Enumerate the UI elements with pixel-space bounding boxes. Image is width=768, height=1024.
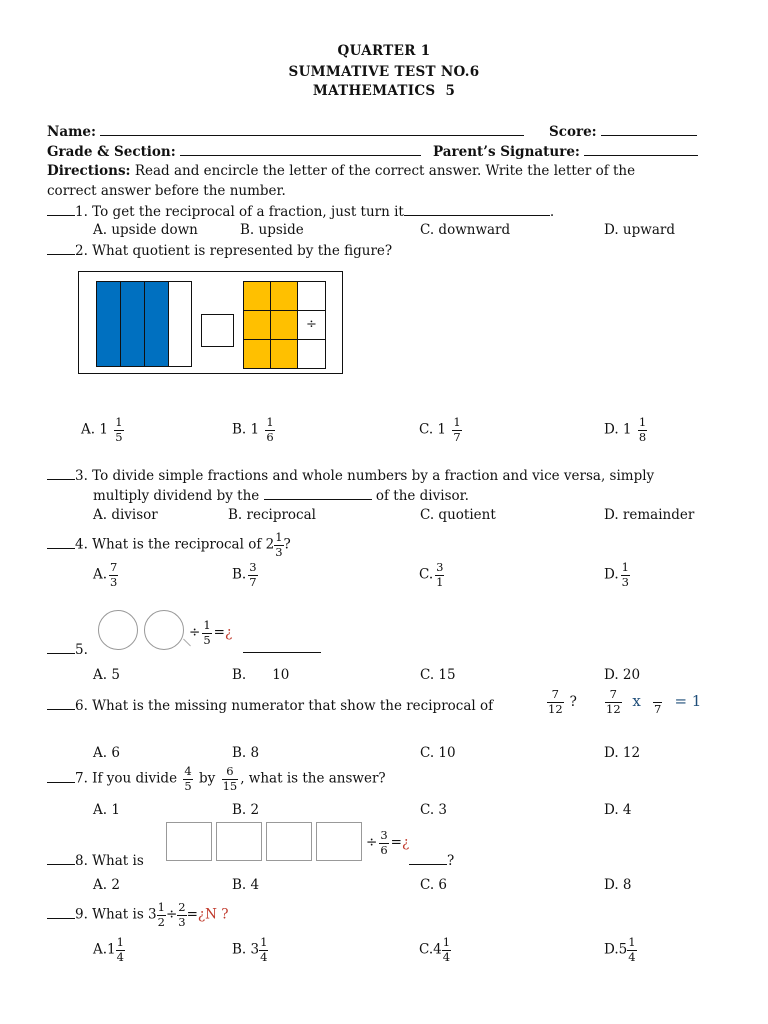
name-line[interactable] xyxy=(100,123,524,136)
q9-equals: = xyxy=(186,906,198,923)
answer-blank-7[interactable] xyxy=(47,770,75,783)
q2-a-fraction: $\frac{1}{5}$ xyxy=(115,415,123,444)
question-6-stem: 6. What is the missing numerator that show the reciprocal of xyxy=(75,698,494,714)
grade-section-field xyxy=(47,143,421,160)
q7-fraction-1: $\frac{4}{5}$ xyxy=(184,764,192,793)
q9-a-whole: A.1 xyxy=(93,941,116,958)
q8-box xyxy=(216,822,262,861)
question-4 xyxy=(47,532,291,558)
q4-a-label: A. xyxy=(93,566,108,583)
question-1 xyxy=(47,203,554,220)
grid-cell xyxy=(270,339,298,369)
q8-box xyxy=(266,822,312,861)
q4-d-fraction: $\frac{1}{3}$ xyxy=(621,560,629,589)
q9-divide: ÷ xyxy=(165,906,178,923)
grid-cell xyxy=(243,281,271,311)
q2-c-fraction: $\frac{1}{7}$ xyxy=(453,415,461,444)
q7-option-a[interactable]: A. 1 xyxy=(93,802,120,818)
answer-blank-2[interactable] xyxy=(47,242,75,255)
q9-option-a[interactable] xyxy=(93,937,125,963)
q9-a-fraction: $\frac{1}{4}$ xyxy=(116,935,124,964)
q1-option-b[interactable]: B. upside xyxy=(240,222,304,238)
q2-option-c[interactable] xyxy=(419,417,464,443)
q5-circle-2 xyxy=(144,610,184,650)
question-9-stem: 9. What is 3 xyxy=(75,906,157,923)
name-label: Name: xyxy=(47,124,96,140)
figure-white-part xyxy=(168,281,192,367)
q6-question-mark: ? xyxy=(569,693,577,710)
question-8 xyxy=(47,852,144,869)
q9-option-d[interactable] xyxy=(604,937,637,963)
grid-cell xyxy=(270,310,298,340)
grid-cell xyxy=(243,310,271,340)
question-1-stem: 1. To get the reciprocal of a fraction, just turn it xyxy=(75,204,404,220)
q6-eq-fraction-2: 7 xyxy=(654,701,662,716)
q6-reciprocal-fraction: $\frac{7}{12}$ xyxy=(548,687,563,716)
q6-equation xyxy=(603,689,701,715)
q2-a-whole: A. 1 xyxy=(81,421,108,438)
q3-option-c[interactable]: C. quotient xyxy=(420,507,496,523)
q2-d-whole: D. 1 xyxy=(604,421,632,438)
question-2-stem: 2. What quotient is represented by the figure? xyxy=(75,243,393,259)
title-quarter: QUARTER 1 xyxy=(337,43,431,59)
q2-option-a[interactable] xyxy=(81,417,126,443)
q5-option-a[interactable]: A. 5 xyxy=(93,667,120,683)
question-3-stem-a: multiply dividend by the xyxy=(93,488,264,504)
q8-unknown: ¿ xyxy=(401,834,410,851)
directions-text: Read and encircle the letter of the correct answer. Write the letter of the xyxy=(130,163,636,179)
q2-b-fraction: $\frac{1}{6}$ xyxy=(266,415,274,444)
answer-blank-4[interactable] xyxy=(47,536,75,549)
question-1-fill-line xyxy=(404,203,550,216)
q6-fraction xyxy=(545,689,577,715)
answer-blank-6[interactable] xyxy=(47,697,75,710)
directions xyxy=(47,163,635,179)
q6-equals-one: = 1 xyxy=(674,692,702,710)
parent-signature-line[interactable] xyxy=(584,143,698,156)
q5-option-c[interactable]: C. 15 xyxy=(420,667,456,683)
q8-box xyxy=(316,822,362,861)
title-test: SUMMATIVE TEST NO.6 xyxy=(288,64,480,80)
q5-fraction: $\frac{1}{5}$ xyxy=(203,618,211,647)
q8-option-d[interactable]: D. 8 xyxy=(604,877,632,893)
q6-times: x xyxy=(632,692,641,710)
question-4-stem: 4. What is the reciprocal of 2 xyxy=(75,536,275,553)
q4-b-label: B. xyxy=(232,566,247,583)
q2-option-b[interactable] xyxy=(232,417,277,443)
question-2 xyxy=(47,242,392,259)
q9-c-fraction: $\frac{1}{4}$ xyxy=(442,935,451,964)
q5-expression xyxy=(189,620,232,646)
q8-box xyxy=(166,822,212,861)
question-5 xyxy=(47,641,88,658)
q5-b-label: B. xyxy=(232,667,247,683)
q8-fraction: $\frac{3}{6}$ xyxy=(380,828,388,857)
q4-option-d[interactable] xyxy=(604,562,632,588)
q4-c-fraction: $\frac{3}{1}$ xyxy=(436,560,444,589)
score-label: Score: xyxy=(549,124,597,140)
q8-expression xyxy=(366,830,409,856)
divide-sign: ÷ xyxy=(297,310,326,340)
q8-answer-line xyxy=(409,852,447,865)
grade-section-line[interactable] xyxy=(180,143,421,156)
q9-d-fraction: $\frac{1}{4}$ xyxy=(628,935,636,964)
q7-option-b[interactable]: B. 2 xyxy=(232,802,260,818)
q5-option-b[interactable] xyxy=(232,667,289,683)
grid-cell xyxy=(243,339,271,369)
q4-option-c[interactable] xyxy=(419,562,446,588)
q5-answer-line xyxy=(243,652,321,653)
q6-option-c[interactable]: C. 10 xyxy=(420,745,456,761)
question-9 xyxy=(47,902,229,928)
q2-d-fraction: $\frac{1}{8}$ xyxy=(638,415,647,444)
q4-option-b[interactable] xyxy=(232,562,260,588)
q5-circle-1 xyxy=(98,610,138,650)
answer-blank-5[interactable] xyxy=(47,641,75,654)
figure-answer-box xyxy=(201,314,234,347)
score-field xyxy=(549,123,697,140)
q9-d-whole: D.5 xyxy=(604,941,628,958)
question-2-figure xyxy=(78,271,343,374)
q8-answer xyxy=(409,852,454,869)
q5-unknown: ¿ xyxy=(224,624,233,641)
question-6 xyxy=(47,697,493,714)
q9-option-c[interactable] xyxy=(419,937,451,963)
question-7-stem: 7. If you divide xyxy=(75,770,178,787)
q7-option-d[interactable]: D. 4 xyxy=(604,802,632,818)
parent-signature-label: Parent’s Signature: xyxy=(433,144,580,160)
answer-blank-9[interactable] xyxy=(47,906,75,919)
question-7 xyxy=(47,766,386,792)
figure-blue-part xyxy=(96,281,121,367)
q7-by: by xyxy=(199,770,216,787)
q8-divide: ÷ xyxy=(366,834,378,851)
q4-a-fraction: $\frac{7}{3}$ xyxy=(110,560,118,589)
q4-mixed-fraction: $\frac{1}{3}$ xyxy=(275,530,283,559)
q4-b-fraction: $\frac{3}{7}$ xyxy=(249,560,257,589)
answer-blank-8[interactable] xyxy=(47,852,75,865)
q9-c-whole: C.4 xyxy=(419,941,442,958)
q1-option-a[interactable]: A. upside down xyxy=(93,222,198,238)
q8-end: ? xyxy=(447,853,455,869)
q5-equals: = xyxy=(213,624,225,641)
q8-option-b[interactable]: B. 4 xyxy=(232,877,260,893)
q1-option-c[interactable]: C. downward xyxy=(420,222,511,238)
q7-fraction-2: $\frac{6}{15}$ xyxy=(222,764,238,793)
question-3-stem-b: of the divisor. xyxy=(371,488,469,504)
question-3 xyxy=(47,467,654,484)
directions-label: Directions: xyxy=(47,163,131,179)
q4-option-a[interactable] xyxy=(93,562,120,588)
title-subject: MATHEMATICS 5 xyxy=(312,83,456,99)
q2-b-whole: B. 1 xyxy=(232,421,260,438)
q6-option-d[interactable]: D. 12 xyxy=(604,745,641,761)
q8-option-a[interactable]: A. 2 xyxy=(93,877,120,893)
q1-option-d[interactable]: D. upward xyxy=(604,222,675,238)
q9-b-whole: B. 3 xyxy=(232,941,260,958)
q3-option-d[interactable]: D. remainder xyxy=(604,507,695,523)
q9-fraction: $\frac{2}{3}$ xyxy=(178,900,186,929)
q6-eq-fraction-1: $\frac{7}{12}$ xyxy=(606,687,621,716)
question-3-fill-line xyxy=(264,487,372,500)
q2-option-d[interactable] xyxy=(604,417,649,443)
question-3-line-2 xyxy=(93,487,469,504)
q5-b-value: 10 xyxy=(272,667,290,683)
q5-option-d[interactable]: D. 20 xyxy=(604,667,641,683)
parent-signature-field xyxy=(433,143,698,160)
grid-cell xyxy=(297,339,326,369)
q5-divide: ÷ xyxy=(189,624,201,641)
q8-option-c[interactable]: C. 6 xyxy=(420,877,448,893)
question-7-stem-end: , what is the answer? xyxy=(240,770,386,787)
q9-unknown: ¿N ? xyxy=(197,906,229,923)
q4-d-label: D. xyxy=(604,566,619,583)
figure-blue-part xyxy=(144,281,169,367)
question-1-end: . xyxy=(549,204,555,220)
question-8-stem: 8. What is xyxy=(75,853,144,869)
q6-option-a[interactable]: A. 6 xyxy=(93,745,120,761)
answer-blank-1[interactable] xyxy=(47,203,75,216)
question-3-stem: 3. To divide simple fractions and whole numbers by a fraction and vice versa, simply xyxy=(75,468,655,484)
q8-equals: = xyxy=(390,834,402,851)
grid-cell xyxy=(270,281,298,311)
q9-option-b[interactable] xyxy=(232,937,268,963)
q4-end: ? xyxy=(283,536,291,553)
q3-option-a[interactable]: A. divisor xyxy=(93,507,158,523)
q9-mixed-fraction: $\frac{1}{2}$ xyxy=(157,900,165,929)
q2-c-whole: C. 1 xyxy=(419,421,447,438)
q7-option-c[interactable]: C. 3 xyxy=(420,802,448,818)
question-5-number: 5. xyxy=(75,642,88,658)
grid-cell xyxy=(297,281,326,311)
q3-option-b[interactable]: B. reciprocal xyxy=(228,507,316,523)
score-line[interactable] xyxy=(601,123,697,136)
grade-section-label: Grade & Section: xyxy=(47,144,176,160)
name-field xyxy=(47,123,524,140)
answer-blank-3[interactable] xyxy=(47,467,75,480)
q4-c-label: C. xyxy=(419,566,434,583)
figure-blue-part xyxy=(120,281,145,367)
q9-b-fraction: $\frac{1}{4}$ xyxy=(260,935,268,964)
directions-text-2: correct answer before the number. xyxy=(47,183,286,199)
q6-option-b[interactable]: B. 8 xyxy=(232,745,260,761)
